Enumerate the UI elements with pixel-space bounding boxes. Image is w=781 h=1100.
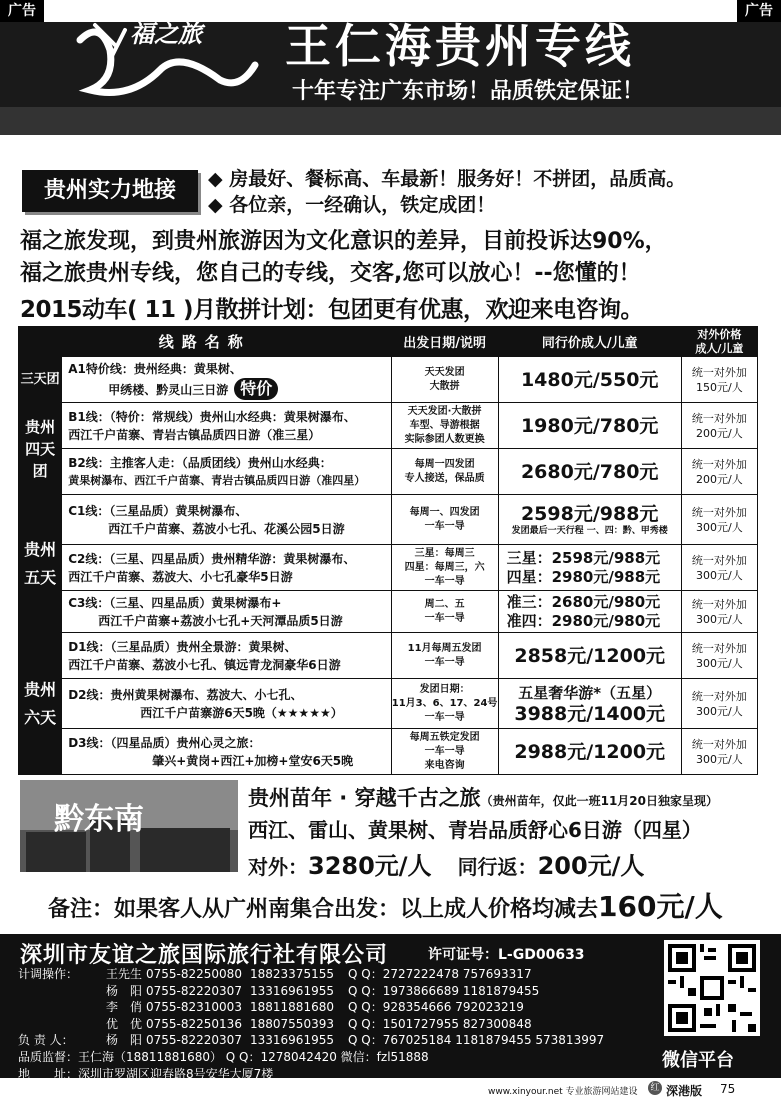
- address-row: [18, 1066, 604, 1083]
- extra-line-1: 统一对外加: [691, 365, 747, 379]
- footer-badge-icon: 红: [648, 1081, 662, 1095]
- footer-edition: 深港版: [666, 1084, 703, 1098]
- address-text: 地 址：深圳市罗湖区迎春路8号安华大厦7楼: [18, 1066, 274, 1081]
- extra-line-1: 统一对外加: [691, 457, 747, 471]
- route-line-1: B1线：（特价：常规线）贵州山水经典：黄果树瀑布、: [68, 409, 356, 424]
- table-row: [19, 357, 758, 403]
- extra-cell: [681, 679, 757, 729]
- qr-code-icon: [664, 940, 760, 1036]
- contact-role: [18, 1016, 106, 1033]
- group-6day: 贵州六天: [19, 633, 62, 775]
- departure-line-2: 大散拼: [429, 380, 460, 392]
- contact-row: [18, 999, 604, 1016]
- route-line-1: D3线：（四星品质）贵州心灵之旅：: [68, 735, 261, 750]
- route-cell: [62, 633, 391, 679]
- brand-logo: [70, 10, 260, 105]
- contact-list: [18, 966, 604, 1082]
- price-cell: 1980元/780元: [498, 403, 681, 449]
- intro-line-2: 福之旅贵州专线，您自己的专线，交客,您可以放心！--您懂的！: [20, 261, 641, 286]
- contact-phone: 0755-82250080: [146, 967, 242, 981]
- departure-cell: [391, 591, 498, 633]
- contact-role: [18, 983, 106, 1000]
- header-extra: [681, 327, 757, 357]
- departure-line-1: 每周五铁定发团: [409, 731, 480, 743]
- table-row: [19, 633, 758, 679]
- contact-name: 优 优: [106, 1016, 143, 1031]
- route-cell: [62, 729, 391, 775]
- departure-line-2: 四星：每周三，六: [404, 561, 485, 573]
- departure-line-3: 实际参团人数更换: [404, 433, 485, 445]
- departure-line-2: 车型、导游根据: [409, 419, 480, 431]
- contact-qq: Q Q：1973866689 1181879455: [348, 983, 540, 998]
- group-4day: 贵州四天团: [19, 403, 62, 495]
- contact-mobile: 13316961955: [250, 1033, 334, 1048]
- extra-line-1: 统一对外加: [691, 553, 747, 567]
- remark: [48, 885, 723, 925]
- route-cell: [62, 357, 391, 403]
- route-line-2: 西江千户苗寨、青岩古镇品质四日游（准三星）: [68, 427, 321, 442]
- price-cell: [498, 591, 681, 633]
- contact-phone: 0755-82250136: [146, 1016, 242, 1031]
- page-number: 75: [720, 1082, 736, 1096]
- table-row: [19, 591, 758, 633]
- route-line-2: 西江千户苗寨、荔波大、小七孔豪华5日游: [68, 569, 293, 584]
- extra-line-2: 200元/人: [696, 426, 743, 440]
- mountain-silhouette: [0, 107, 781, 135]
- quality-row: [18, 1049, 604, 1066]
- departure-line-1: 三星：每周三: [414, 547, 475, 559]
- table-row: [19, 679, 758, 729]
- route-line-2: 西江千户苗寨+荔波小七孔+天河潭品质5日游: [98, 613, 343, 628]
- departure-line-2: 一车一导: [424, 745, 465, 757]
- departure-line-2: 一车一导: [424, 520, 465, 532]
- feature-item-1: ◆ 房最好、餐标高、车最新！服务好！不拼团，品质高。: [208, 168, 686, 190]
- miao-price-1: 3280元/人: [308, 852, 432, 880]
- table-row: [19, 403, 758, 449]
- company-name: 深圳市友谊之旅国际旅行社有限公司: [20, 943, 389, 968]
- extra-cell: [681, 545, 757, 591]
- wechat-caption: 微信平台: [662, 1050, 734, 1071]
- page-title: 王仁海贵州专线: [285, 19, 635, 73]
- departure-cell: [391, 545, 498, 591]
- route-cell: [62, 449, 391, 495]
- extra-line-2: 300元/人: [696, 612, 743, 626]
- quality-text: 品质监督：王仁海（18811881680） Q Q：1278042420 微信：fzl51888: [18, 1049, 429, 1064]
- extra-cell: [681, 449, 757, 495]
- departure-line-3: 来电咨询: [424, 759, 465, 771]
- contact-row: [18, 1016, 604, 1033]
- extra-cell: [681, 357, 757, 403]
- extra-cell: [681, 591, 757, 633]
- header-route: 线路名称: [19, 327, 392, 357]
- qr-code: [664, 940, 760, 1036]
- price-line-2: 四星：2980元/988元: [506, 567, 661, 586]
- price-cell: 2858元/1200元: [498, 633, 681, 679]
- route-cell: [62, 403, 391, 449]
- remark-amount: 160元/人: [598, 890, 723, 923]
- contact-role: 负 责 人：: [18, 1033, 74, 1048]
- route-cell: [62, 591, 391, 633]
- price-cell: [498, 495, 681, 545]
- contact-mobile: 13316961955: [250, 983, 334, 998]
- miao-price-label-2: 同行返：: [457, 855, 538, 879]
- table-header-row: [19, 327, 758, 357]
- extra-cell: [681, 633, 757, 679]
- table-row: [19, 449, 758, 495]
- extra-line-2: 300元/人: [696, 520, 743, 534]
- departure-cell: [391, 449, 498, 495]
- miao-title-note: （贵州苗年，仅此一班11月20日独家呈现）: [480, 794, 719, 808]
- route-line-1: D1线：（三星品质）贵州全景游：黄果树、: [68, 639, 297, 654]
- extra-line-2: 300元/人: [696, 568, 743, 582]
- contact-row: [18, 983, 604, 1000]
- extra-line-2: 150元/人: [696, 380, 743, 394]
- route-line-1: C3线：（三星、四星品质）黄果树瀑布+: [68, 595, 282, 610]
- contact-phone: 0755-82220307: [146, 1033, 242, 1048]
- contact-role: [18, 999, 106, 1016]
- price-cell: 2988元/1200元: [498, 729, 681, 775]
- contact-phone: 0755-82310003: [146, 1000, 242, 1015]
- departure-line-2: 专人接送，保品质: [404, 472, 485, 484]
- feature-item-2: ◆ 各位亲，一经确认，铁定成团！: [208, 194, 496, 216]
- departure-line-1: 天天发团·大散拼: [407, 405, 482, 417]
- departure-line-1: 每周一、四发团: [409, 506, 480, 518]
- header-departure: 出发日期/说明: [391, 327, 498, 357]
- plan-title: 2015动车( 11 )月散拼计划：包团更有优惠，欢迎来电咨询。: [20, 297, 644, 323]
- route-line-2: [68, 378, 384, 400]
- extra-line-1: 统一对外加: [691, 411, 747, 425]
- contact-mobile: 18823375155: [250, 967, 334, 981]
- contact-row: [18, 1032, 604, 1049]
- extra-line-1: 统一对外加: [691, 505, 747, 519]
- departure-line-1: 每周一四发团: [414, 458, 475, 470]
- route-cell: [62, 679, 391, 729]
- route-line-2: 西江千户苗寨、荔波小七孔、花溪公园5日游: [108, 521, 345, 536]
- page-subtitle: 十年专注广东市场！品质铁定保证！: [292, 79, 645, 104]
- departure-line-1: 周二、五: [424, 598, 465, 610]
- departure-cell: [391, 495, 498, 545]
- departure-line-3: 一车一导: [424, 711, 465, 723]
- route-line-1: C2线：（三星、四星品质）贵州精华游：黄果树瀑布、: [68, 551, 356, 566]
- route-cell: [62, 495, 391, 545]
- contact-mobile: 18807550393: [250, 1016, 334, 1031]
- departure-line-2: 一车一导: [424, 612, 465, 624]
- price-line-1: 准三：2680元/980元: [506, 592, 661, 611]
- group-3day: 三天团: [19, 357, 62, 403]
- photo-building: [140, 828, 230, 872]
- miao-title-text: 贵州苗年 · 穿越千古之旅: [248, 786, 481, 810]
- route-line-1: D2线：贵州黄果树瀑布、荔波大、小七孔、: [68, 687, 303, 702]
- route-line-2: 西江千户苗寨、荔波小七孔、镇远青龙洞豪华6日游: [68, 657, 341, 672]
- header-extra-1: 对外价格: [697, 327, 742, 341]
- table-row: [19, 729, 758, 775]
- feature-label: 贵州实力地接: [22, 170, 198, 212]
- departure-line-1: 发团日期：: [419, 683, 470, 695]
- route-line-1: B2线：主推客人走：（品质团线）贵州山水经典：: [68, 455, 332, 470]
- contact-name: 杨 阳: [106, 1033, 143, 1048]
- departure-line-2: 11月3、6、17、24号: [391, 697, 498, 709]
- price-line-1: 三星：2598元/988元: [506, 548, 661, 567]
- footer-url: www.xinyour.net 专业旅游网站建设: [488, 1087, 638, 1097]
- contact-name: 王先生: [106, 967, 143, 981]
- miao-price-2: 200元/人: [537, 852, 645, 880]
- contact-name: 杨 阳: [106, 983, 143, 998]
- logo-text: 福之旅: [130, 19, 202, 48]
- extra-line-2: 300元/人: [696, 704, 743, 718]
- departure-line-1: 11月每周五发团: [407, 642, 482, 654]
- extra-cell: [681, 495, 757, 545]
- license-number: 许可证号：L-GD00633: [428, 947, 585, 963]
- miao-price: [248, 846, 644, 881]
- route-line-2-text: 甲绣楼、黔灵山三日游: [108, 382, 229, 397]
- header-extra-2: 成人/儿童: [695, 341, 744, 355]
- remark-text: 备注：如果客人从广州南集合出发：以上成人价格均减去: [48, 897, 599, 922]
- miao-price-label-1: 对外：: [248, 855, 308, 879]
- contact-qq: Q Q：2727222478 757693317: [348, 967, 532, 981]
- price-cell: [498, 545, 681, 591]
- extra-cell: [681, 403, 757, 449]
- contact-qq: Q Q：1501727955 827300848: [348, 1016, 532, 1031]
- contact-name: 李 俏: [106, 1000, 143, 1015]
- departure-cell: [391, 357, 498, 403]
- extra-line-2: 200元/人: [696, 472, 743, 486]
- miao-photo: [20, 780, 238, 872]
- price-line-2: 准四：2980元/980元: [506, 611, 661, 630]
- price-cell: 2680元/780元: [498, 449, 681, 495]
- route-line-2: 黄果树瀑布、西江千户苗寨、青岩古镇品质四日游（准四星）: [68, 473, 366, 487]
- departure-line-2: 一车一导: [424, 656, 465, 668]
- route-cell: [62, 545, 391, 591]
- departure-cell: [391, 633, 498, 679]
- departure-cell: [391, 729, 498, 775]
- extra-line-2: 300元/人: [696, 656, 743, 670]
- departure-cell: [391, 403, 498, 449]
- extra-line-1: 统一对外加: [691, 597, 747, 611]
- intro-line-1: 福之旅发现，到贵州旅游因为文化意识的差异，目前投诉达90%，: [20, 229, 667, 254]
- price-cell: [498, 679, 681, 729]
- ad-label-left: 广告: [0, 0, 44, 22]
- ad-label-right: 广告: [737, 0, 781, 22]
- extra-line-2: 300元/人: [696, 752, 743, 766]
- route-line-2: 肇兴+黄岗+西江+加榜+堂安6天5晚: [152, 753, 354, 768]
- photo-building: [26, 832, 86, 872]
- contact-mobile: 18811881680: [250, 1000, 334, 1015]
- extra-cell: [681, 729, 757, 775]
- miao-route: 西江、雷山、黄果树、青岩品质舒心6日游（四星）: [248, 818, 702, 842]
- route-line-1: A1特价线：贵州经典：黄果树、: [68, 361, 242, 376]
- extra-line-1: 统一对外加: [691, 737, 747, 751]
- price-note: 发团最后一天行程 一、四：黔、甲秀楼: [511, 525, 668, 536]
- price-main: 2598元/988元: [520, 502, 659, 525]
- miao-title: [248, 782, 718, 812]
- group-5day: 贵州五天: [19, 495, 62, 633]
- tejia-badge: 特价: [234, 378, 278, 400]
- price-cell: 1480元/550元: [498, 357, 681, 403]
- extra-line-1: 统一对外加: [691, 641, 747, 655]
- contact-qq: Q Q：928354666 792023219: [348, 1000, 524, 1015]
- extra-line-1: 统一对外加: [691, 689, 747, 703]
- header-price: 同行价成人/儿童: [498, 327, 681, 357]
- departure-cell: [391, 679, 498, 729]
- departure-line-3: 一车一导: [424, 575, 465, 587]
- table-row: [19, 545, 758, 591]
- departure-line-1: 天天发团: [424, 366, 465, 378]
- price-line-1: 五星奢华游*（五星）: [518, 683, 662, 702]
- contact-role: 计调操作：: [18, 967, 79, 981]
- price-line-2: 3988元/1400元: [514, 702, 666, 725]
- table-row: [19, 495, 758, 545]
- route-line-2: 西江千户苗寨游6天5晚（★★★★★）: [140, 705, 343, 720]
- route-line-1: C1线：（三星品质）黄果树瀑布、: [68, 503, 248, 518]
- contact-qq: Q Q：767025184 1181879455 573813997: [348, 1033, 605, 1048]
- photo-caption: 黔东南: [54, 802, 144, 837]
- contact-row: [18, 966, 604, 983]
- contact-phone: 0755-82220307: [146, 983, 242, 998]
- route-table: [18, 326, 758, 775]
